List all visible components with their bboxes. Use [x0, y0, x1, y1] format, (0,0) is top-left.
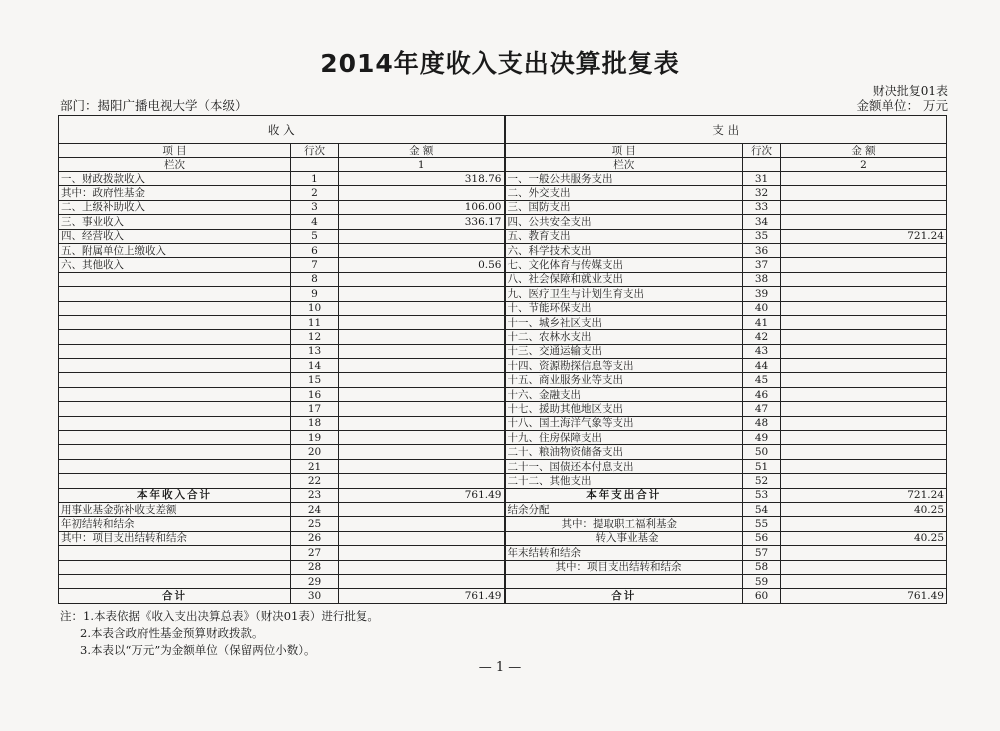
income-row-no: 26 — [291, 531, 339, 545]
income-row-no: 30 — [291, 589, 339, 603]
table-row — [59, 431, 947, 445]
income-item-label — [59, 330, 291, 344]
income-item-label: 二、上级补助收入 — [59, 200, 291, 214]
expense-item-label: 转入事业基金 — [505, 531, 743, 545]
expense-row-no: 59 — [743, 574, 781, 588]
income-column-number: 1 — [339, 158, 505, 172]
income-row-no: 20 — [291, 445, 339, 459]
table-row — [59, 243, 947, 257]
table-row — [59, 474, 947, 488]
table-row — [59, 215, 947, 229]
income-amount-header: 金 额 — [339, 144, 505, 158]
expense-amount — [781, 359, 947, 373]
expense-row-no: 49 — [743, 431, 781, 445]
expense-row-no: 55 — [743, 517, 781, 531]
income-row-no: 18 — [291, 416, 339, 430]
expense-amount — [781, 431, 947, 445]
expense-item-label: 七、文化体育与传媒支出 — [505, 258, 743, 272]
notes — [60, 608, 379, 659]
expense-item-label: 六、科学技术支出 — [505, 243, 743, 257]
income-row-no: 28 — [291, 560, 339, 574]
expense-amount — [781, 387, 947, 401]
income-amount: 761.49 — [339, 589, 505, 603]
expense-amount — [781, 215, 947, 229]
income-row-no: 21 — [291, 459, 339, 473]
income-item-label — [59, 546, 291, 560]
income-amount — [339, 459, 505, 473]
income-amount — [339, 445, 505, 459]
expense-amount — [781, 416, 947, 430]
unit-label: 金额单位： — [856, 98, 919, 113]
income-row-no: 2 — [291, 186, 339, 200]
income-amount — [339, 243, 505, 257]
table-row — [59, 315, 947, 329]
expense-column-number: 2 — [781, 158, 947, 172]
income-section-header: 收 入 — [59, 116, 505, 144]
table-row — [59, 445, 947, 459]
table-row — [59, 344, 947, 358]
expense-row-no: 42 — [743, 330, 781, 344]
income-amount — [339, 186, 505, 200]
amount-unit — [852, 96, 948, 114]
income-amount — [339, 344, 505, 358]
expense-item-label: 四、公共安全支出 — [505, 215, 743, 229]
income-item-label — [59, 402, 291, 416]
expense-row-no: 47 — [743, 402, 781, 416]
expense-item-label: 十一、城乡社区支出 — [505, 315, 743, 329]
income-item-label: 六、其他收入 — [59, 258, 291, 272]
income-amount — [339, 474, 505, 488]
income-row-no: 9 — [291, 287, 339, 301]
expense-item-label: 二十一、国债还本付息支出 — [505, 459, 743, 473]
income-row-no: 25 — [291, 517, 339, 531]
expense-row-no: 41 — [743, 315, 781, 329]
income-row-no: 29 — [291, 574, 339, 588]
income-amount — [339, 431, 505, 445]
income-amount — [339, 272, 505, 286]
expense-item-label: 三、国防支出 — [505, 200, 743, 214]
income-amount — [339, 517, 505, 531]
income-item-label: 一、财政拨款收入 — [59, 172, 291, 186]
expense-amount — [781, 200, 947, 214]
income-column-label: 栏次 — [59, 158, 291, 172]
expense-amount — [781, 546, 947, 560]
income-row-no-header: 行次 — [291, 144, 339, 158]
income-item-label: 五、附属单位上缴收入 — [59, 243, 291, 257]
income-amount — [339, 574, 505, 588]
expense-amount — [781, 243, 947, 257]
table-row — [59, 517, 947, 531]
expense-amount — [781, 560, 947, 574]
expense-amount — [781, 258, 947, 272]
expense-amount — [781, 373, 947, 387]
expense-amount: 40.25 — [781, 502, 947, 516]
expense-amount — [781, 315, 947, 329]
income-row-no: 12 — [291, 330, 339, 344]
expense-item-label: 十四、资源勘探信息等支出 — [505, 359, 743, 373]
table-row — [59, 402, 947, 416]
expense-amount — [781, 459, 947, 473]
expense-item-label: 结余分配 — [505, 502, 743, 516]
expense-row-no: 40 — [743, 301, 781, 315]
expense-item-label: 十六、金融支出 — [505, 387, 743, 401]
expense-item-label: 合计 — [505, 589, 743, 603]
expense-row-no: 38 — [743, 272, 781, 286]
expense-row-no: 58 — [743, 560, 781, 574]
income-amount — [339, 315, 505, 329]
income-item-label: 其中：政府性基金 — [59, 186, 291, 200]
table-row — [59, 330, 947, 344]
income-item-label: 用事业基金弥补收支差额 — [59, 502, 291, 516]
expense-row-no: 51 — [743, 459, 781, 473]
income-amount — [339, 416, 505, 430]
expense-item-label: 一、一般公共服务支出 — [505, 172, 743, 186]
income-item-label — [59, 387, 291, 401]
expense-row-no: 35 — [743, 229, 781, 243]
empty-cell — [743, 158, 781, 172]
unit-value: 万元 — [922, 98, 948, 113]
table-row — [59, 459, 947, 473]
income-row-no: 5 — [291, 229, 339, 243]
expense-amount — [781, 272, 947, 286]
table-row — [59, 574, 947, 588]
table-row — [59, 172, 947, 186]
expense-item-label: 十二、农林水支出 — [505, 330, 743, 344]
income-amount — [339, 402, 505, 416]
expense-amount — [781, 402, 947, 416]
expense-row-no-header: 行次 — [743, 144, 781, 158]
expense-item-label: 二、外交支出 — [505, 186, 743, 200]
income-item-label: 其中：项目支出结转和结余 — [59, 531, 291, 545]
income-row-no: 11 — [291, 315, 339, 329]
income-row-no: 8 — [291, 272, 339, 286]
expense-amount — [781, 330, 947, 344]
page-number: — 1 — — [478, 660, 522, 675]
income-amount — [339, 287, 505, 301]
expense-amount: 40.25 — [781, 531, 947, 545]
expense-amount — [781, 445, 947, 459]
expense-row-no: 45 — [743, 373, 781, 387]
income-row-no: 13 — [291, 344, 339, 358]
expense-item-label: 二十二、其他支出 — [505, 474, 743, 488]
income-amount — [339, 301, 505, 315]
income-amount: 336.17 — [339, 215, 505, 229]
table-row — [59, 488, 947, 502]
expense-section-header: 支 出 — [505, 116, 947, 144]
expense-item-label: 其中：提取职工福利基金 — [505, 517, 743, 531]
income-amount — [339, 502, 505, 516]
income-item-label — [59, 416, 291, 430]
table-row — [59, 301, 947, 315]
expense-row-no: 54 — [743, 502, 781, 516]
expense-row-no: 34 — [743, 215, 781, 229]
expense-item-label: 十八、国土海洋气象等支出 — [505, 416, 743, 430]
page-title: 2014年度收入支出决算批复表 — [320, 49, 680, 78]
income-item-label — [59, 359, 291, 373]
income-item-label: 合计 — [59, 589, 291, 603]
expense-item-label: 十五、商业服务业等支出 — [505, 373, 743, 387]
settlement-table — [58, 115, 947, 604]
income-item-label — [59, 301, 291, 315]
expense-amount: 761.49 — [781, 589, 947, 603]
income-row-no: 6 — [291, 243, 339, 257]
note-2: 2.本表含政府性基金预算财政拨款。 — [80, 626, 264, 640]
expense-row-no: 43 — [743, 344, 781, 358]
income-item-label — [59, 445, 291, 459]
income-amount: 106.00 — [339, 200, 505, 214]
income-item-label — [59, 574, 291, 588]
income-row-no: 15 — [291, 373, 339, 387]
expense-item-label: 十、节能环保支出 — [505, 301, 743, 315]
expense-row-no: 56 — [743, 531, 781, 545]
table-row — [59, 373, 947, 387]
expense-item-label: 八、社会保障和就业支出 — [505, 272, 743, 286]
expense-row-no: 52 — [743, 474, 781, 488]
expense-amount — [781, 301, 947, 315]
table-row — [59, 546, 947, 560]
income-amount — [339, 359, 505, 373]
table-row — [59, 502, 947, 516]
income-row-no: 14 — [291, 359, 339, 373]
income-item-label — [59, 474, 291, 488]
note-1: 注：1.本表依据《收入支出决算总表》（财决01表）进行批复。 — [60, 609, 379, 623]
income-item-label — [59, 315, 291, 329]
income-amount — [339, 546, 505, 560]
income-amount — [339, 229, 505, 243]
income-item-label — [59, 272, 291, 286]
expense-item-header: 项 目 — [505, 144, 743, 158]
expense-item-label: 九、医疗卫生与计划生育支出 — [505, 287, 743, 301]
income-row-no: 10 — [291, 301, 339, 315]
expense-row-no: 37 — [743, 258, 781, 272]
income-item-label — [59, 373, 291, 387]
expense-row-no: 46 — [743, 387, 781, 401]
income-amount: 761.49 — [339, 488, 505, 502]
expense-row-no: 60 — [743, 589, 781, 603]
income-amount — [339, 330, 505, 344]
expense-amount: 721.24 — [781, 229, 947, 243]
empty-cell — [291, 158, 339, 172]
expense-item-label — [505, 574, 743, 588]
table-row — [59, 589, 947, 603]
expense-row-no: 36 — [743, 243, 781, 257]
expense-amount — [781, 186, 947, 200]
expense-row-no: 39 — [743, 287, 781, 301]
expense-row-no: 50 — [743, 445, 781, 459]
income-item-label — [59, 431, 291, 445]
expense-row-no: 53 — [743, 488, 781, 502]
note-3: 3.本表以“万元”为金额单位（保留两位小数）。 — [80, 643, 316, 657]
income-row-no: 22 — [291, 474, 339, 488]
income-row-no: 23 — [291, 488, 339, 502]
expense-item-label: 十三、交通运输支出 — [505, 344, 743, 358]
expense-amount — [781, 474, 947, 488]
expense-amount: 721.24 — [781, 488, 947, 502]
table-row — [59, 387, 947, 401]
expense-item-label: 十九、住房保障支出 — [505, 431, 743, 445]
income-item-label: 三、事业收入 — [59, 215, 291, 229]
table-row — [59, 229, 947, 243]
income-row-no: 3 — [291, 200, 339, 214]
income-row-no: 4 — [291, 215, 339, 229]
table-row — [59, 531, 947, 545]
expense-item-label: 本年支出合计 — [505, 488, 743, 502]
expense-column-label: 栏次 — [505, 158, 743, 172]
income-item-label — [59, 459, 291, 473]
expense-item-label: 五、教育支出 — [505, 229, 743, 243]
income-item-label: 本年收入合计 — [59, 488, 291, 502]
table-row — [59, 560, 947, 574]
expense-row-no: 31 — [743, 172, 781, 186]
income-item-label — [59, 344, 291, 358]
expense-row-no: 57 — [743, 546, 781, 560]
expense-item-label: 其中：项目支出结转和结余 — [505, 560, 743, 574]
expense-row-no: 44 — [743, 359, 781, 373]
income-row-no: 24 — [291, 502, 339, 516]
department-label: 部门：揭阳广播电视大学（本级） — [60, 98, 248, 113]
table-row — [59, 359, 947, 373]
income-amount: 318.76 — [339, 172, 505, 186]
expense-amount — [781, 574, 947, 588]
table-row — [59, 200, 947, 214]
income-row-no: 27 — [291, 546, 339, 560]
income-amount — [339, 387, 505, 401]
income-row-no: 16 — [291, 387, 339, 401]
income-amount — [339, 560, 505, 574]
expense-item-label: 十七、援助其他地区支出 — [505, 402, 743, 416]
expense-row-no: 48 — [743, 416, 781, 430]
expense-row-no: 32 — [743, 186, 781, 200]
expense-amount-header: 金 额 — [781, 144, 947, 158]
income-amount — [339, 531, 505, 545]
income-row-no: 17 — [291, 402, 339, 416]
income-amount: 0.56 — [339, 258, 505, 272]
income-row-no: 7 — [291, 258, 339, 272]
income-row-no: 1 — [291, 172, 339, 186]
income-item-label — [59, 287, 291, 301]
expense-amount — [781, 517, 947, 531]
expense-amount — [781, 172, 947, 186]
expense-amount — [781, 344, 947, 358]
form-code: 财决批复01表 — [872, 84, 948, 98]
income-item-label — [59, 560, 291, 574]
expense-amount — [781, 287, 947, 301]
income-item-label: 四、经营收入 — [59, 229, 291, 243]
expense-item-label: 二十、粮油物资储备支出 — [505, 445, 743, 459]
income-item-header: 项 目 — [59, 144, 291, 158]
table-row — [59, 272, 947, 286]
expense-row-no: 33 — [743, 200, 781, 214]
table-row — [59, 186, 947, 200]
income-item-label: 年初结转和结余 — [59, 517, 291, 531]
table-row — [59, 258, 947, 272]
table-row — [59, 287, 947, 301]
table-row — [59, 416, 947, 430]
income-row-no: 19 — [291, 431, 339, 445]
income-amount — [339, 373, 505, 387]
expense-item-label: 年末结转和结余 — [505, 546, 743, 560]
